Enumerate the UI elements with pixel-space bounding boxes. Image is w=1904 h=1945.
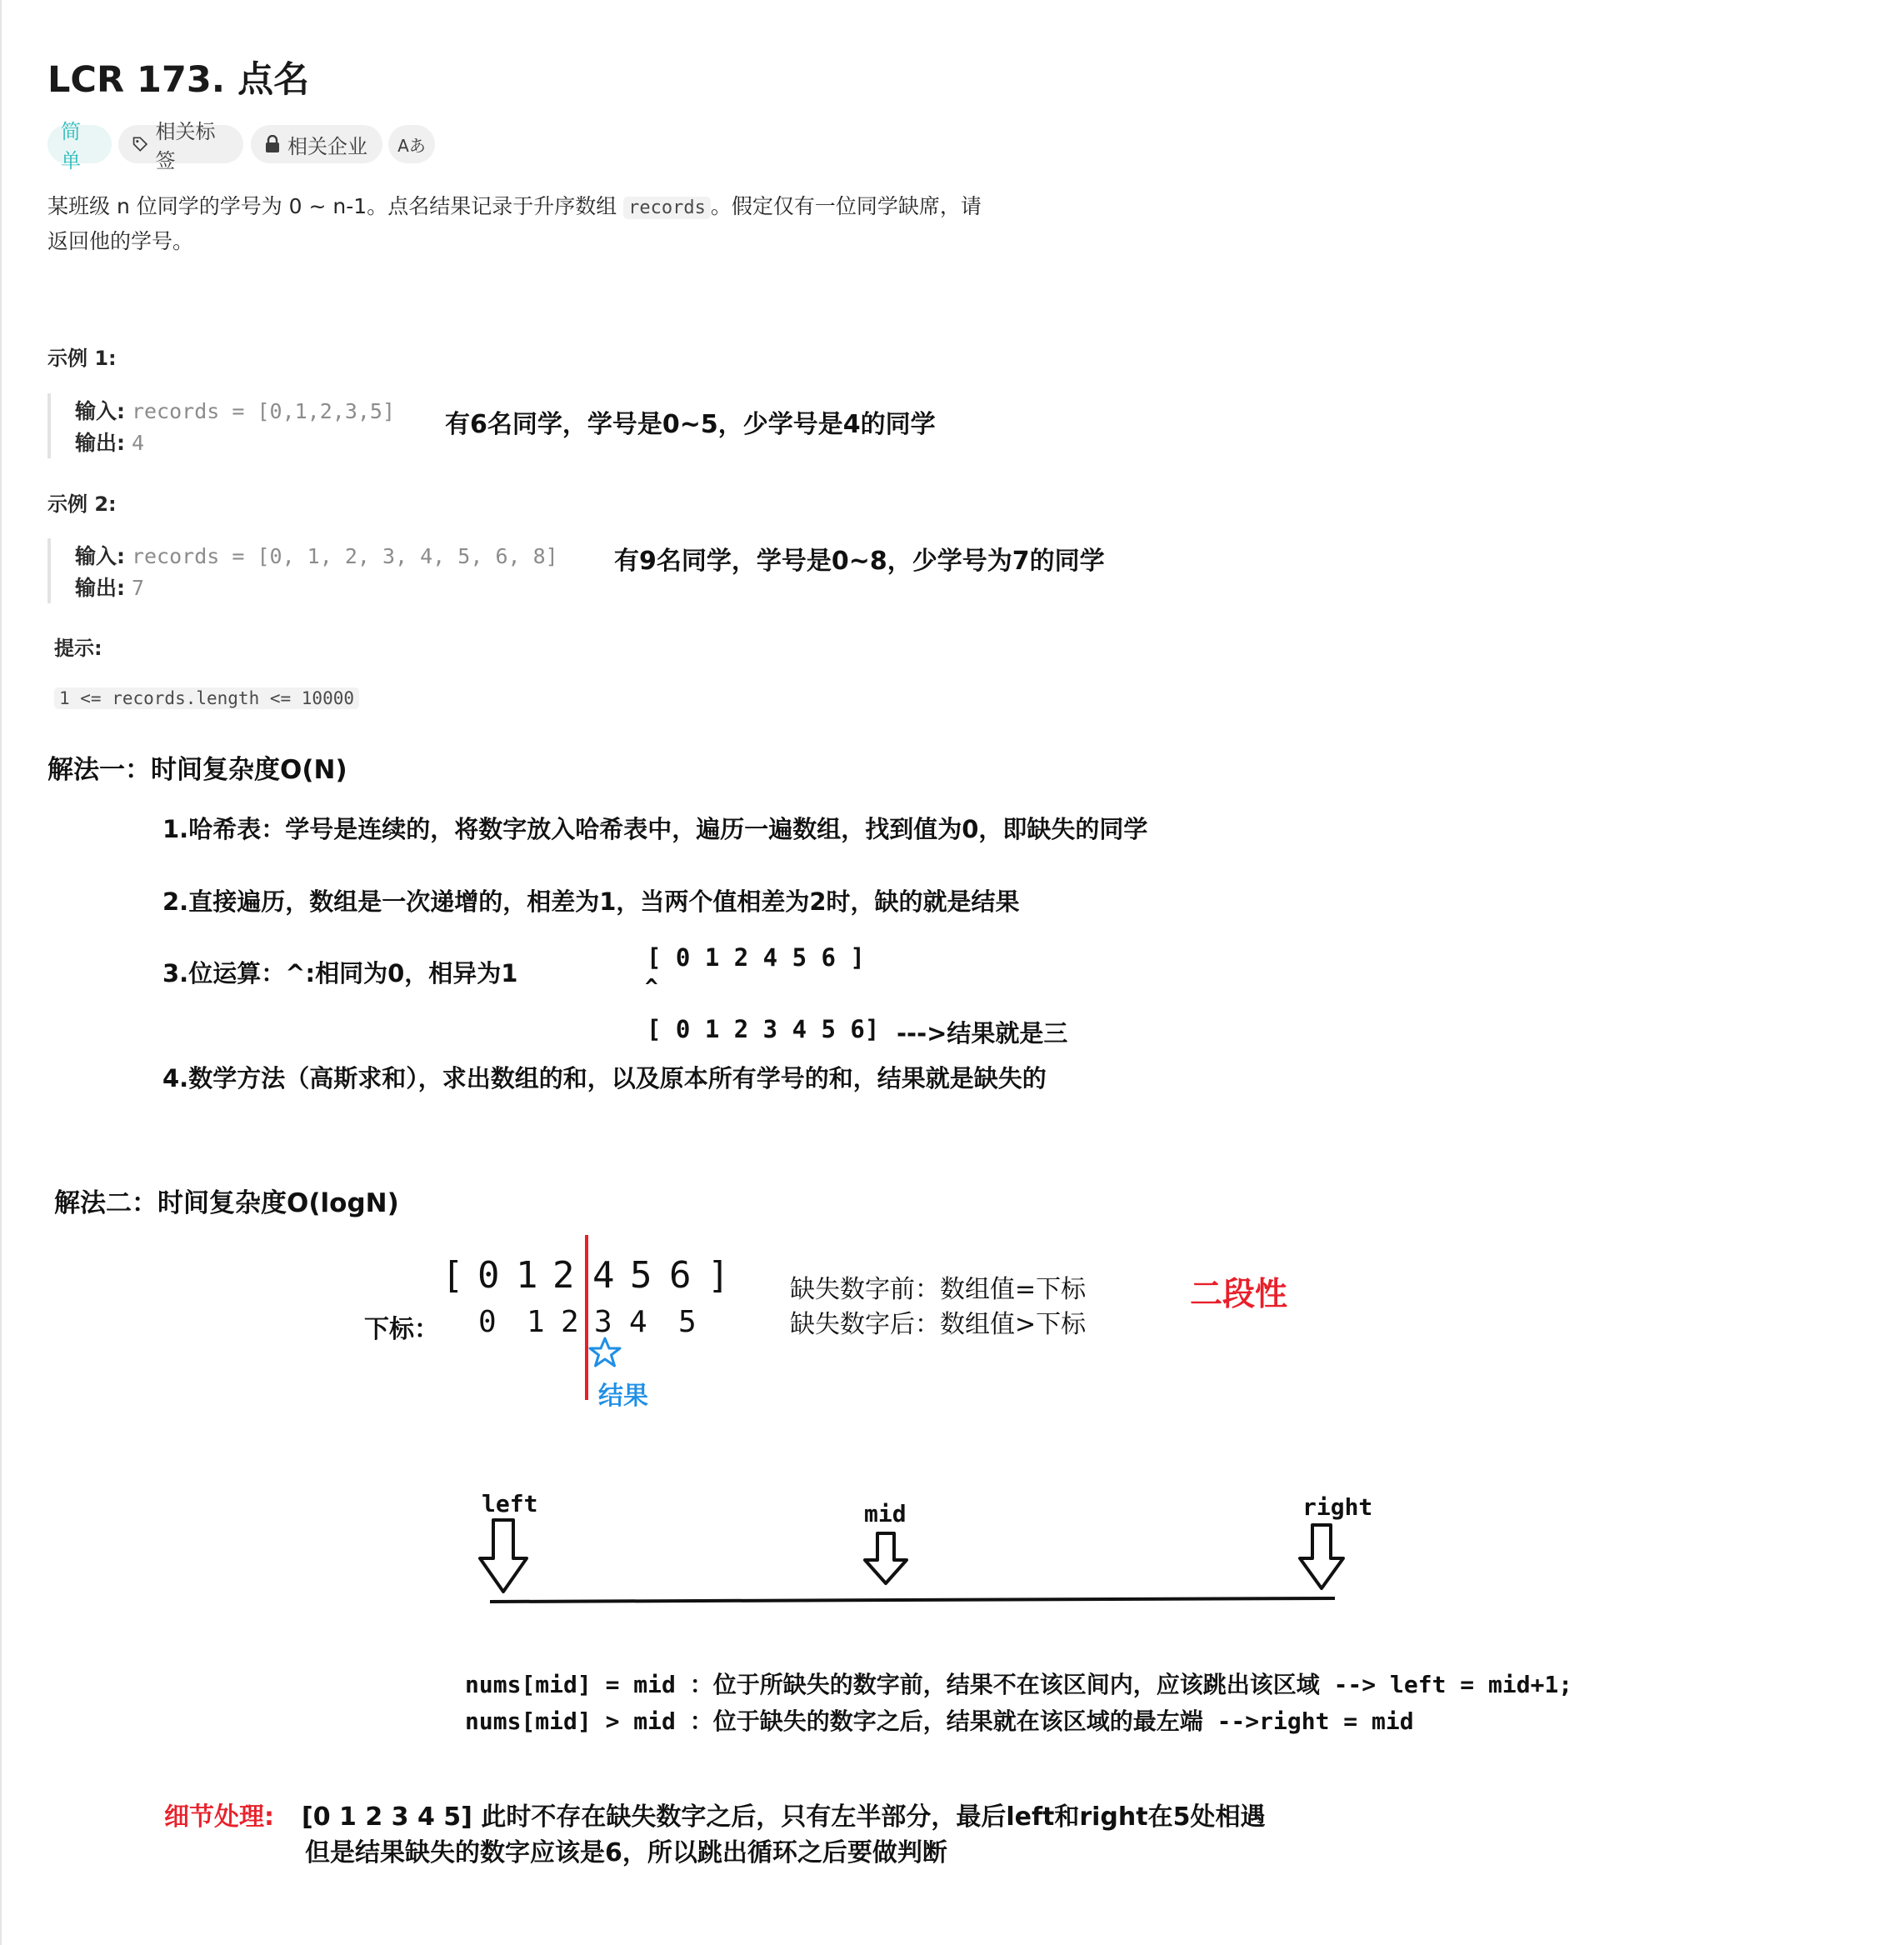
detail-line-1: [0 1 2 3 4 5] 此时不存在缺失数字之后，只有左半部分，最后left和right在5处相遇 [302, 1802, 1266, 1832]
pointer-diagram [475, 1517, 1350, 1608]
solution1-item-2: 2.直接遍历，数组是一次递增的，相差为1，当两个值相差为2时，缺的就是结果 [162, 888, 1020, 916]
description-code: records [623, 197, 711, 219]
array-value: 1 [516, 1254, 538, 1297]
description-text-b: 。假定仅有一位同学缺席，请 [710, 194, 982, 218]
star-icon [588, 1336, 622, 1369]
pointer-mid-label: mid [864, 1500, 907, 1528]
index-value: 0 [478, 1305, 497, 1339]
example-1-label: 示例 1: [47, 347, 117, 370]
hints-label: 提示: [54, 637, 102, 660]
array-open-bracket: [ [442, 1254, 464, 1297]
pointer-right-label: right [1302, 1493, 1373, 1521]
lock-icon [264, 135, 281, 153]
xor-top-array: [ 0 1 2 4 5 6 ] [647, 943, 865, 972]
index-label: 下标： [364, 1315, 439, 1344]
problem-title: LCR 173. 点名 [47, 59, 310, 101]
tag-icon [132, 135, 149, 153]
example-1-output: 输出: 4 [75, 431, 145, 455]
detail-line-2: 但是结果缺失的数字应该是6，所以跳出循环之后要做判断 [305, 1838, 947, 1868]
index-value: 3 [594, 1305, 612, 1339]
split-line [585, 1235, 588, 1400]
difficulty-tag[interactable] [47, 120, 112, 172]
array-value: 4 [592, 1254, 615, 1297]
description-text-a: 某班级 n 位同学的学号为 0 ~ n-1。点名结果记录于升序数组 [47, 194, 624, 218]
solution1-title: 解法一：时间复杂度O(N) [47, 755, 347, 785]
solution1-item-3: 3.位运算：^:相同为0，相异为1 [162, 959, 518, 988]
related-tags-label: 相关标签 [155, 120, 216, 172]
xor-caret: ^ [645, 975, 658, 1000]
pointer-left-label: left [482, 1490, 538, 1518]
index-value: 4 [629, 1305, 647, 1339]
array-value: 2 [552, 1254, 575, 1297]
hints-constraint: 1 <= records.length <= 10000 [54, 688, 359, 708]
property-label: 二段性 [1190, 1276, 1288, 1313]
arrow-down-icon [865, 1533, 907, 1583]
array-value: 6 [669, 1254, 692, 1297]
example-1-bar [47, 393, 51, 458]
index-value: 2 [561, 1305, 579, 1339]
example-2-bar [47, 538, 51, 603]
translate-button[interactable] [388, 125, 435, 163]
result-label: 结果 [598, 1382, 648, 1411]
array-close-bracket: ] [707, 1254, 730, 1297]
array-value: 5 [630, 1254, 652, 1297]
related-tags-button[interactable] [118, 120, 243, 172]
solution2-title: 解法二：时间复杂度O(logN) [54, 1188, 399, 1218]
example-1-input: 输入: records = [0,1,2,3,5] [75, 399, 396, 423]
arrow-down-icon [1300, 1525, 1343, 1588]
rule-greater: nums[mid] > mid ：位于缺失的数字之后，结果就在该区域的最左端 -->right = mid [465, 1708, 1414, 1735]
translate-icon: Aあ [397, 135, 426, 156]
related-companies-label: 相关企业 [287, 134, 367, 158]
arrow-down-icon [480, 1520, 527, 1592]
description-text-c: 返回他的学号。 [47, 229, 194, 253]
xor-bottom-array: [ 0 1 2 3 4 5 6] [647, 1015, 880, 1043]
solution1-item-1: 1.哈希表：学号是连续的，将数字放入哈希表中，遍历一遍数组，找到值为0，即缺失的同学 [162, 815, 1148, 843]
related-companies-button[interactable] [251, 125, 382, 163]
index-value: 5 [678, 1305, 697, 1339]
array-value: 0 [477, 1254, 500, 1297]
example-1-note: 有6名同学，学号是0~5，少学号是4的同学 [445, 410, 936, 439]
rule-equal: nums[mid] = mid ：位于所缺失的数字前，结果不在该区间内，应该跳出该区域 --> left = mid+1; [465, 1671, 1573, 1698]
range-line [490, 1598, 1335, 1602]
xor-result: --->结果就是三 [897, 1019, 1068, 1048]
detail-label: 细节处理: [164, 1802, 274, 1832]
example-2-output: 输出: 7 [75, 576, 145, 600]
difficulty-label: 简单 [61, 120, 81, 172]
left-edge-line [0, 0, 2, 1945]
before-rule: 缺失数字前：数组值=下标 [790, 1275, 1087, 1304]
problem-description [47, 190, 1047, 258]
example-2-input: 输入: records = [0, 1, 2, 3, 4, 5, 6, 8] [75, 544, 558, 568]
example-2-note: 有9名同学，学号是0~8，少学号为7的同学 [614, 547, 1105, 576]
solution1-item-4: 4.数学方法（高斯求和），求出数组的和，以及原本所有学号的和，结果就是缺失的 [162, 1064, 1047, 1092]
index-value: 1 [527, 1305, 545, 1339]
after-rule: 缺失数字后：数组值>下标 [790, 1310, 1087, 1339]
example-2-label: 示例 2: [47, 492, 117, 516]
